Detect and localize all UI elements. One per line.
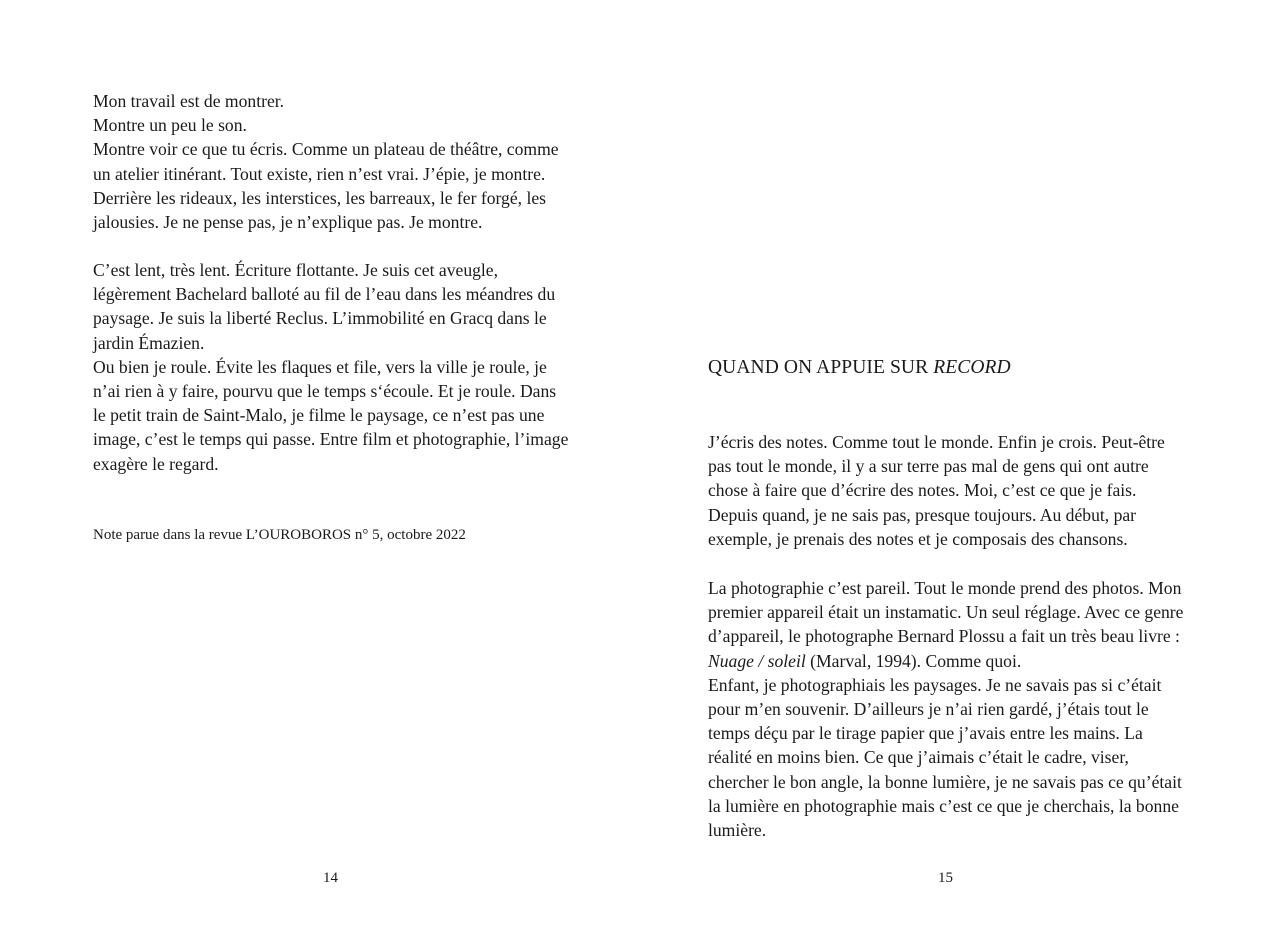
right-paragraph-2-start: La photographie c’est pareil. Tout le monde prend des photos. Mon premier appareil était un instamatic. Un seul réglage. Avec ce genre d’appareil, le photographe Bernard Plossu a fait un très beau livre : [708, 578, 1184, 647]
page-number-left: 14 [323, 870, 338, 886]
left-line-2: Montre un peu le son. [93, 115, 247, 136]
right-paragraph-2 [708, 576, 1186, 673]
right-paragraph-group-2 [708, 576, 1186, 842]
left-paragraph-1 [93, 89, 571, 234]
right-paragraph-1: J’écris des notes. Comme tout le monde. Enfin je crois. Peut-être pas tout le monde, il y a sur terre pas mal de gens qui ont autre chose à faire que d’écrire des notes. Moi, c’est ce que je fais. Depuis quand, je ne sais pas, presque toujours. Au début, par exemple, je prenais des notes et je composais des chansons. [708, 432, 1165, 549]
left-paragraph-2: C’est lent, très lent. Écriture flottante. Je suis cet aveugle, légèrement Bachelard balloté au fil de l’eau dans les méandres du paysage. Je suis la liberté Reclus. L’immobilité en Gracq dans le jardin Émazien. [93, 260, 556, 353]
chapter-title-prefix: QUAND ON APPUIE SUR [708, 357, 934, 378]
left-line-1: Mon travail est de montrer. [93, 91, 285, 111]
chapter-title [708, 357, 1011, 379]
publication-note: Note parue dans la revue L’OUROBOROS n° 5, octobre 2022 [93, 527, 466, 543]
book-title-italic: Nuage / soleil [708, 650, 806, 671]
right-paragraph-1-container [708, 430, 1186, 551]
left-paragraph-3: Ou bien je roule. Évite les flaques et file, vers la ville je roule, je n’ai rien à y faire, pourvu que le temps s‘écoule. Et je roule. Dans le petit train de Saint-Malo, je filme le paysage, ce n’est pas une image, c’est le temps qui passe. Entre film et photographie, l’image exagère le regard. [93, 356, 569, 474]
page-number-right: 15 [938, 870, 953, 886]
right-page [639, 0, 1278, 949]
chapter-title-italic: RECORD [933, 357, 1011, 378]
left-paragraph-group-2 [93, 258, 571, 476]
right-paragraph-2-end: (Marval, 1994). Comme quoi. [805, 650, 1022, 671]
right-paragraph-3: Enfant, je photographiais les paysages. Je ne savais pas si c’était pour m’en souvenir. D’ailleurs je n’ai rien gardé, j’étais tout le temps déçu par le tirage papier que j’avais entre les mains. La réalité en moins bien. Ce que j’aimais c’était le cadre, viser, chercher le bon angle, la bonne lumière, je ne savais pas ce qu’était la lumière en photographie mais c’est ce que je cherchais, la bonne lumière. [708, 674, 1182, 841]
left-paragraph-1-body: Montre voir ce que tu écris. Comme un plateau de théâtre, comme un atelier itinérant. Tout existe, rien n’est vrai. J’épie, je montre. Derrière les rideaux, les interstices, les barreaux, le fer forgé, les jalousies. Je ne pense pas, je n’explique pas. Je montre. [93, 139, 559, 233]
